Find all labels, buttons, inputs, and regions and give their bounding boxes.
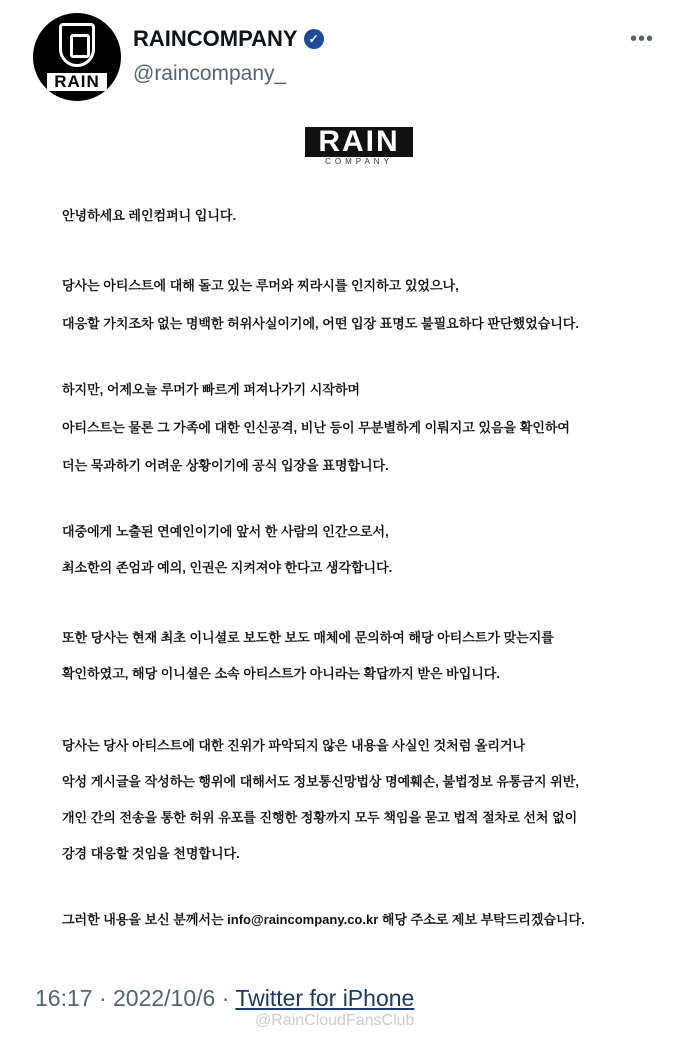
company-logo [305, 127, 413, 166]
statement-line: 개인 간의 전송을 통한 허위 유포를 진행한 정황까지 모두 책임을 묻고 법적 절차로 선처 없이 [62, 810, 578, 825]
statement-line: 대응할 가치조차 없는 명백한 허위사실이기에, 어떤 입장 표명도 불필요하다 판단했었습니다. [62, 316, 579, 331]
logo-main: RAIN [305, 127, 413, 157]
timestamp: 16:17 · 2022/10/6 · [35, 985, 236, 1011]
statement-line: 확인하였고, 해당 이니셜은 소속 아티스트가 아니라는 확답까지 받은 바입니다. [62, 666, 500, 681]
statement-line: 안녕하세요 레인컴퍼니 입니다. [62, 208, 237, 223]
statement-line: 당사는 당사 아티스트에 대한 진위가 파악되지 않은 내용을 사실인 것처럼 올리거나 [62, 738, 526, 753]
statement-line: 아티스트는 물론 그 가족에 대한 인신공격, 비난 등이 무분별하게 이뤄지고 있음을 확인하여 [62, 420, 570, 435]
statement-image[interactable] [0, 110, 690, 970]
avatar[interactable] [33, 13, 121, 101]
tweet-meta [35, 985, 414, 1012]
statement-line: 하지만, 어제오늘 루머가 빠르게 퍼져나가기 시작하며 [62, 382, 360, 397]
account-name[interactable]: RAINCOMPANY [133, 26, 298, 51]
source-link[interactable]: Twitter for iPhone [235, 985, 415, 1011]
statement-line: 또한 당사는 현재 최초 이니셜로 보도한 보도 매체에 문의하여 해당 아티스트가 맞는지를 [62, 630, 554, 645]
avatar-logo-text: RAIN [47, 73, 107, 91]
more-icon[interactable]: ••• [630, 28, 655, 50]
verified-badge-icon: ✓ [304, 29, 324, 49]
logo-sub: COMPANY [325, 157, 393, 166]
statement-line: 최소한의 존엄과 예의, 인권은 지켜져야 한다고 생각합니다. [62, 560, 393, 575]
statement-line: 악성 게시글을 작성하는 행위에 대해서도 정보통신망법상 명예훼손, 불법정보 유통금지 위반, [62, 774, 579, 789]
statement-line: 강경 대응할 것임을 천명합니다. [62, 846, 240, 861]
account-name-row[interactable] [133, 26, 324, 52]
rain-logo-icon [59, 23, 95, 67]
statement-line: 그러한 내용을 보신 분께서는 info@raincompany.co.kr 해당 주소로 제보 부탁드리겠습니다. [62, 912, 585, 927]
statement-line: 대중에게 노출된 연예인이기에 앞서 한 사람의 인간으로서, [62, 524, 389, 539]
watermark: @RainCloudFansClub [255, 1012, 415, 1029]
statement-line: 당사는 아티스트에 대해 돌고 있는 루머와 찌라시를 인지하고 있었으나, [62, 278, 459, 293]
statement-line: 더는 묵과하기 어려운 상황이기에 공식 입장을 표명합니다. [62, 458, 389, 473]
account-handle[interactable]: @raincompany_ [133, 62, 287, 85]
